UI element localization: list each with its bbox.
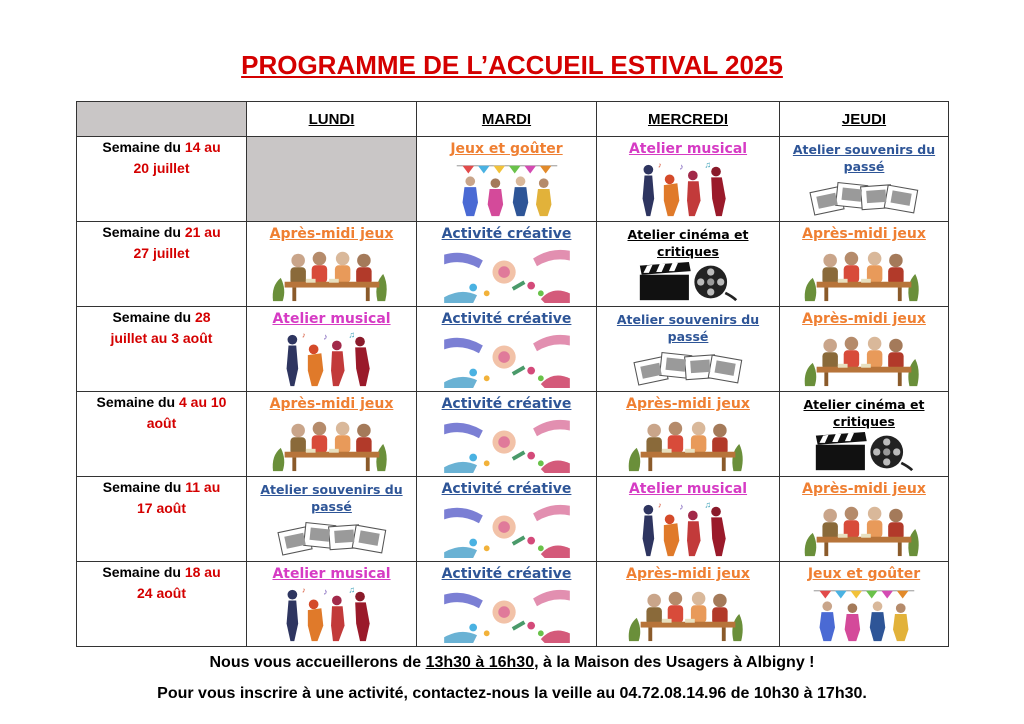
games-illustration [800, 500, 928, 558]
table-row [77, 562, 949, 647]
activity-label: Après-midi jeux [269, 226, 394, 242]
activity-label: Après-midi jeux [626, 396, 750, 412]
footer-contact: Pour vous inscrire à une activité, contactez-nous la veille au 04.72.08.14.96 de 10h30 à 17h30. [157, 685, 867, 702]
table-row [77, 392, 949, 477]
activity-cell [597, 477, 780, 562]
activity-label: Activité créative [441, 566, 572, 582]
activity-label: Atelier musical [628, 141, 748, 157]
activity-cell [247, 307, 417, 392]
activity-label: Activité créative [441, 396, 572, 412]
cinema-illustration [814, 432, 914, 472]
activity-cell [247, 222, 417, 307]
creative-illustration [443, 330, 571, 388]
activity-label: Après-midi jeux [626, 566, 750, 582]
games-illustration [624, 415, 752, 473]
photos-illustration [806, 177, 922, 221]
day-header-jeudi: JEUDI [780, 102, 949, 137]
activity-cell [247, 392, 417, 477]
activity-label: Atelier musical [272, 566, 391, 582]
day-header-lundi: LUNDI [247, 102, 417, 137]
activity-label: Atelier musical [272, 311, 391, 327]
games-illustration [800, 330, 928, 388]
photos-illustration [630, 347, 746, 391]
week-label: Semaine du 14 au 20 juillet [77, 137, 247, 222]
activity-cell [597, 307, 780, 392]
activity-cell [247, 562, 417, 647]
activity-label: Atelier musical [628, 481, 748, 497]
activity-cell [780, 562, 949, 647]
activity-label: Activité créative [441, 311, 572, 327]
games-snack-illustration [449, 160, 565, 218]
activity-cell [597, 222, 780, 307]
schedule-table [76, 101, 949, 647]
week-label: Semaine du 21 au 27 juillet [77, 222, 247, 307]
photos-illustration [274, 517, 390, 561]
activity-cell [780, 137, 949, 222]
activity-cell [247, 477, 417, 562]
activity-label: Activité créative [441, 226, 572, 242]
music-illustration [277, 585, 387, 643]
activity-label: Atelier cinéma et critiques [803, 397, 925, 429]
activity-label: Activité créative [441, 481, 572, 497]
activity-label: Atelier souvenirs du passé [792, 142, 936, 174]
games-illustration [800, 245, 928, 303]
activity-cell [597, 137, 780, 222]
corner-cell [77, 102, 247, 137]
activity-cell [780, 222, 949, 307]
footer-hours: Nous vous accueillerons de 13h30 à 16h30, à la Maison des Usagers à Albigny ! [209, 654, 815, 671]
table-row [77, 477, 949, 562]
activity-label: Jeux et goûter [450, 141, 563, 157]
table-row [77, 307, 949, 392]
activity-cell [597, 562, 780, 647]
week-label: Semaine du 11 au 17 août [77, 477, 247, 562]
activity-label: Atelier cinéma et critiques [627, 227, 749, 259]
creative-illustration [443, 245, 571, 303]
creative-illustration [443, 500, 571, 558]
activity-cell [417, 562, 597, 647]
activity-cell [417, 222, 597, 307]
activity-cell [417, 307, 597, 392]
games-illustration [624, 585, 752, 643]
music-illustration [633, 500, 743, 558]
activity-label: Après-midi jeux [802, 226, 926, 242]
activity-cell [780, 392, 949, 477]
week-label: Semaine du 28 juillet au 3 août [77, 307, 247, 392]
activity-cell [597, 392, 780, 477]
games-snack-illustration [806, 585, 922, 643]
activity-cell [417, 477, 597, 562]
cinema-illustration [638, 262, 738, 302]
creative-illustration [443, 585, 571, 643]
activity-label: Après-midi jeux [802, 481, 926, 497]
empty-cell [247, 137, 417, 222]
activity-cell [417, 392, 597, 477]
music-illustration [633, 160, 743, 218]
games-illustration [268, 415, 396, 473]
activity-label: Atelier souvenirs du passé [260, 482, 403, 514]
activity-label: Jeux et goûter [807, 566, 921, 582]
activity-cell [780, 477, 949, 562]
table-row [77, 137, 949, 222]
table-row [77, 222, 949, 307]
activity-label: Atelier souvenirs du passé [616, 312, 760, 344]
activity-cell [417, 137, 597, 222]
day-header-mardi: MARDI [417, 102, 597, 137]
week-label: Semaine du 18 au 24 août [77, 562, 247, 647]
activity-label: Après-midi jeux [269, 396, 394, 412]
games-illustration [268, 245, 396, 303]
header-row [77, 102, 949, 137]
week-label: Semaine du 4 au 10 août [77, 392, 247, 477]
music-illustration [277, 330, 387, 388]
creative-illustration [443, 415, 571, 473]
activity-cell [780, 307, 949, 392]
page-title: PROGRAMME DE L’ACCUEIL ESTIVAL 2025 [241, 50, 783, 80]
day-header-mercredi: MERCREDI [597, 102, 780, 137]
activity-label: Après-midi jeux [802, 311, 926, 327]
